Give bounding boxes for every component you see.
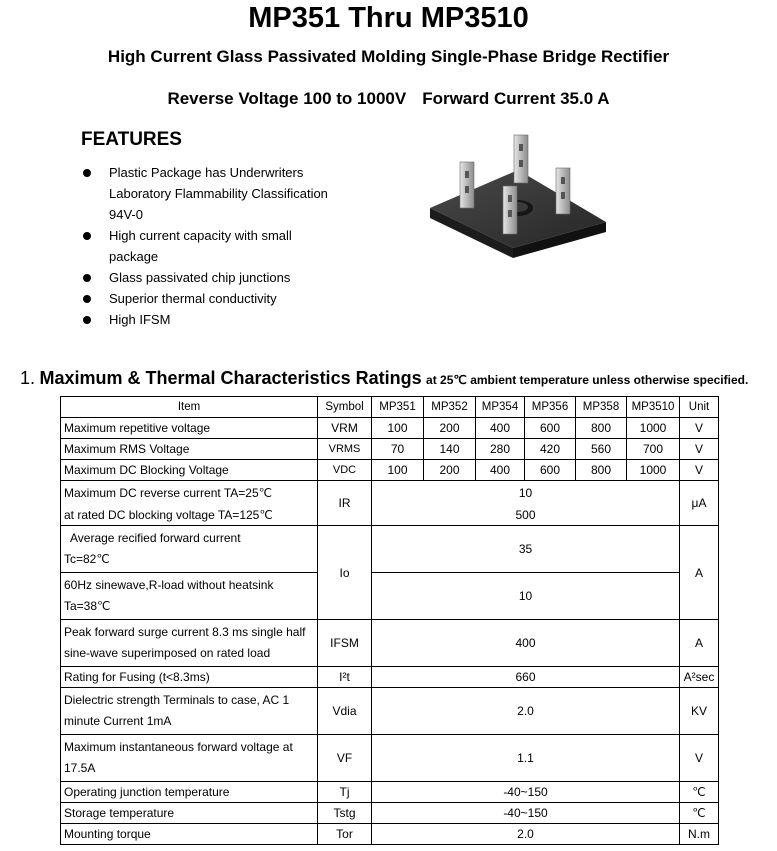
unit-cell: V (680, 460, 719, 481)
feature-text: Superior thermal conductivity (109, 291, 277, 306)
item-cell: at rated DC blocking voltage TA=125℃ (61, 504, 318, 526)
symbol-cell: VDC (318, 460, 372, 481)
value-cell: 500 (372, 504, 680, 526)
section-title: Maximum & Thermal Characteristics Ratings (39, 368, 422, 388)
reverse-voltage: Reverse Voltage 100 to 1000V (167, 89, 407, 108)
features-list (83, 162, 333, 330)
table-row (61, 735, 719, 782)
feature-item (83, 225, 333, 267)
value-cell: 400 (476, 460, 525, 481)
value-cell: 280 (476, 439, 525, 460)
item-line: Maximum instantaneous forward voltage at (64, 740, 293, 754)
item-cell: Mounting torque (61, 824, 318, 845)
item-cell: Maximum repetitive voltage (61, 418, 318, 439)
item-cell: Storage temperature (61, 803, 318, 824)
unit-cell: V (680, 439, 719, 460)
value-cell: -40~150 (372, 803, 680, 824)
unit-cell: A (680, 620, 719, 667)
header-cell: Symbol (318, 397, 372, 418)
bullet-icon (83, 274, 91, 282)
value-cell: 400 (372, 620, 680, 667)
table-header-row (61, 397, 719, 418)
value-cell: 2.0 (372, 824, 680, 845)
value-cell: 800 (576, 418, 627, 439)
item-cell (61, 735, 318, 782)
item-cell (61, 526, 318, 573)
item-line: Ta=38℃ (64, 599, 111, 613)
ratings-line (0, 89, 777, 109)
value-cell: 200 (424, 460, 476, 481)
feature-text: Glass passivated chip junctions (109, 270, 291, 285)
value-cell: 1000 (627, 460, 680, 481)
item-line: Dielectric strength Terminals to case, AC 1 (64, 693, 290, 707)
table-row (61, 688, 719, 735)
unit-cell: A²sec (680, 667, 719, 688)
unit-cell: ℃ (680, 782, 719, 803)
terminal-front (503, 186, 517, 234)
table-row (61, 439, 719, 460)
header-cell: Item (61, 397, 318, 418)
value-cell: 600 (525, 418, 576, 439)
table-row (61, 573, 719, 620)
forward-current: Forward Current 35.0 A (422, 89, 610, 108)
value-cell: 140 (424, 439, 476, 460)
header-cell: MP354 (476, 397, 525, 418)
value-cell: 400 (476, 418, 525, 439)
symbol-cell: Tj (318, 782, 372, 803)
features-heading: FEATURES (81, 129, 182, 150)
feature-item (83, 309, 333, 330)
feature-text: High current capacity with small package (109, 228, 292, 264)
value-cell: 100 (372, 418, 424, 439)
header-cell: MP351 (372, 397, 424, 418)
value-cell: 700 (627, 439, 680, 460)
value-cell: 560 (576, 439, 627, 460)
symbol-cell: Io (318, 526, 372, 620)
item-line: minute Current 1mA (64, 714, 172, 728)
symbol-cell: IR (318, 481, 372, 526)
header-cell: MP352 (424, 397, 476, 418)
item-cell: Maximum DC Blocking Voltage (61, 460, 318, 481)
unit-cell: V (680, 735, 719, 782)
table-row (61, 460, 719, 481)
item-line: sine-wave superimposed on rated load (64, 646, 271, 660)
unit-cell: KV (680, 688, 719, 735)
unit-cell: ℃ (680, 803, 719, 824)
value-cell: 70 (372, 439, 424, 460)
feature-text: Plastic Package has Underwriters Laboratory Flammability Classification 94V-0 (109, 165, 328, 222)
symbol-cell: VRMS (318, 439, 372, 460)
section-heading (20, 368, 748, 389)
item-line: 17.5A (64, 761, 96, 775)
section-note: at 25℃ ambient temperature unless otherwise specified. (426, 373, 749, 387)
table-row (61, 504, 719, 526)
value-cell: 100 (372, 460, 424, 481)
table-row (61, 620, 719, 667)
table-row (61, 667, 719, 688)
item-line: Tc=82℃ (64, 552, 110, 566)
terminal-left (460, 162, 474, 208)
ratings-table (60, 396, 719, 845)
table-row (61, 526, 719, 573)
item-cell (61, 573, 318, 620)
unit-cell: μA (680, 481, 719, 526)
item-line: Peak forward surge current 8.3 ms single half (64, 625, 306, 639)
header-cell: Unit (680, 397, 719, 418)
table-row (61, 803, 719, 824)
item-cell: Operating junction temperature (61, 782, 318, 803)
value-cell: 200 (424, 418, 476, 439)
symbol-cell: Vdia (318, 688, 372, 735)
symbol-cell: Tor (318, 824, 372, 845)
symbol-cell: VRM (318, 418, 372, 439)
terminal-back (514, 135, 528, 183)
bridge-rectifier-image (418, 130, 618, 260)
value-cell: 10 (372, 573, 680, 620)
section-number: 1. (20, 368, 36, 388)
symbol-cell: Tstg (318, 803, 372, 824)
feature-text: High IFSM (109, 312, 171, 327)
value-cell: 600 (525, 460, 576, 481)
bullet-icon (83, 295, 91, 303)
value-cell: 660 (372, 667, 680, 688)
table-row (61, 824, 719, 845)
unit-cell: A (680, 526, 719, 620)
table-row (61, 481, 719, 505)
item-line: Average recified forward current (70, 531, 241, 545)
bullet-icon (83, 232, 91, 240)
terminal-right (556, 168, 570, 214)
feature-item (83, 288, 333, 309)
item-line: 60Hz sinewave,R-load without heatsink (64, 578, 274, 592)
feature-item (83, 162, 333, 225)
page-title: MP351 Thru MP3510 (248, 2, 529, 34)
value-cell: 10 (372, 481, 680, 505)
item-cell: Maximum RMS Voltage (61, 439, 318, 460)
value-cell: 1.1 (372, 735, 680, 782)
value-cell: 35 (372, 526, 680, 573)
bullet-icon (83, 169, 91, 177)
table-row (61, 782, 719, 803)
feature-item (83, 267, 333, 288)
value-cell: 1000 (627, 418, 680, 439)
bullet-icon (83, 316, 91, 324)
value-cell: 420 (525, 439, 576, 460)
unit-cell: N.m (680, 824, 719, 845)
value-cell: 800 (576, 460, 627, 481)
symbol-cell: IFSM (318, 620, 372, 667)
unit-cell: V (680, 418, 719, 439)
value-cell: 2.0 (372, 688, 680, 735)
header-cell: MP356 (525, 397, 576, 418)
item-cell (61, 688, 318, 735)
page-subtitle: High Current Glass Passivated Molding Single-Phase Bridge Rectifier (107, 47, 670, 66)
item-cell: Rating for Fusing (t<8.3ms) (61, 667, 318, 688)
value-cell: -40~150 (372, 782, 680, 803)
symbol-cell: VF (318, 735, 372, 782)
symbol-cell: I²t (318, 667, 372, 688)
item-cell: Maximum DC reverse current TA=25℃ (61, 481, 318, 505)
header-cell: MP3510 (627, 397, 680, 418)
table-row (61, 418, 719, 439)
header-cell: MP358 (576, 397, 627, 418)
item-cell (61, 620, 318, 667)
